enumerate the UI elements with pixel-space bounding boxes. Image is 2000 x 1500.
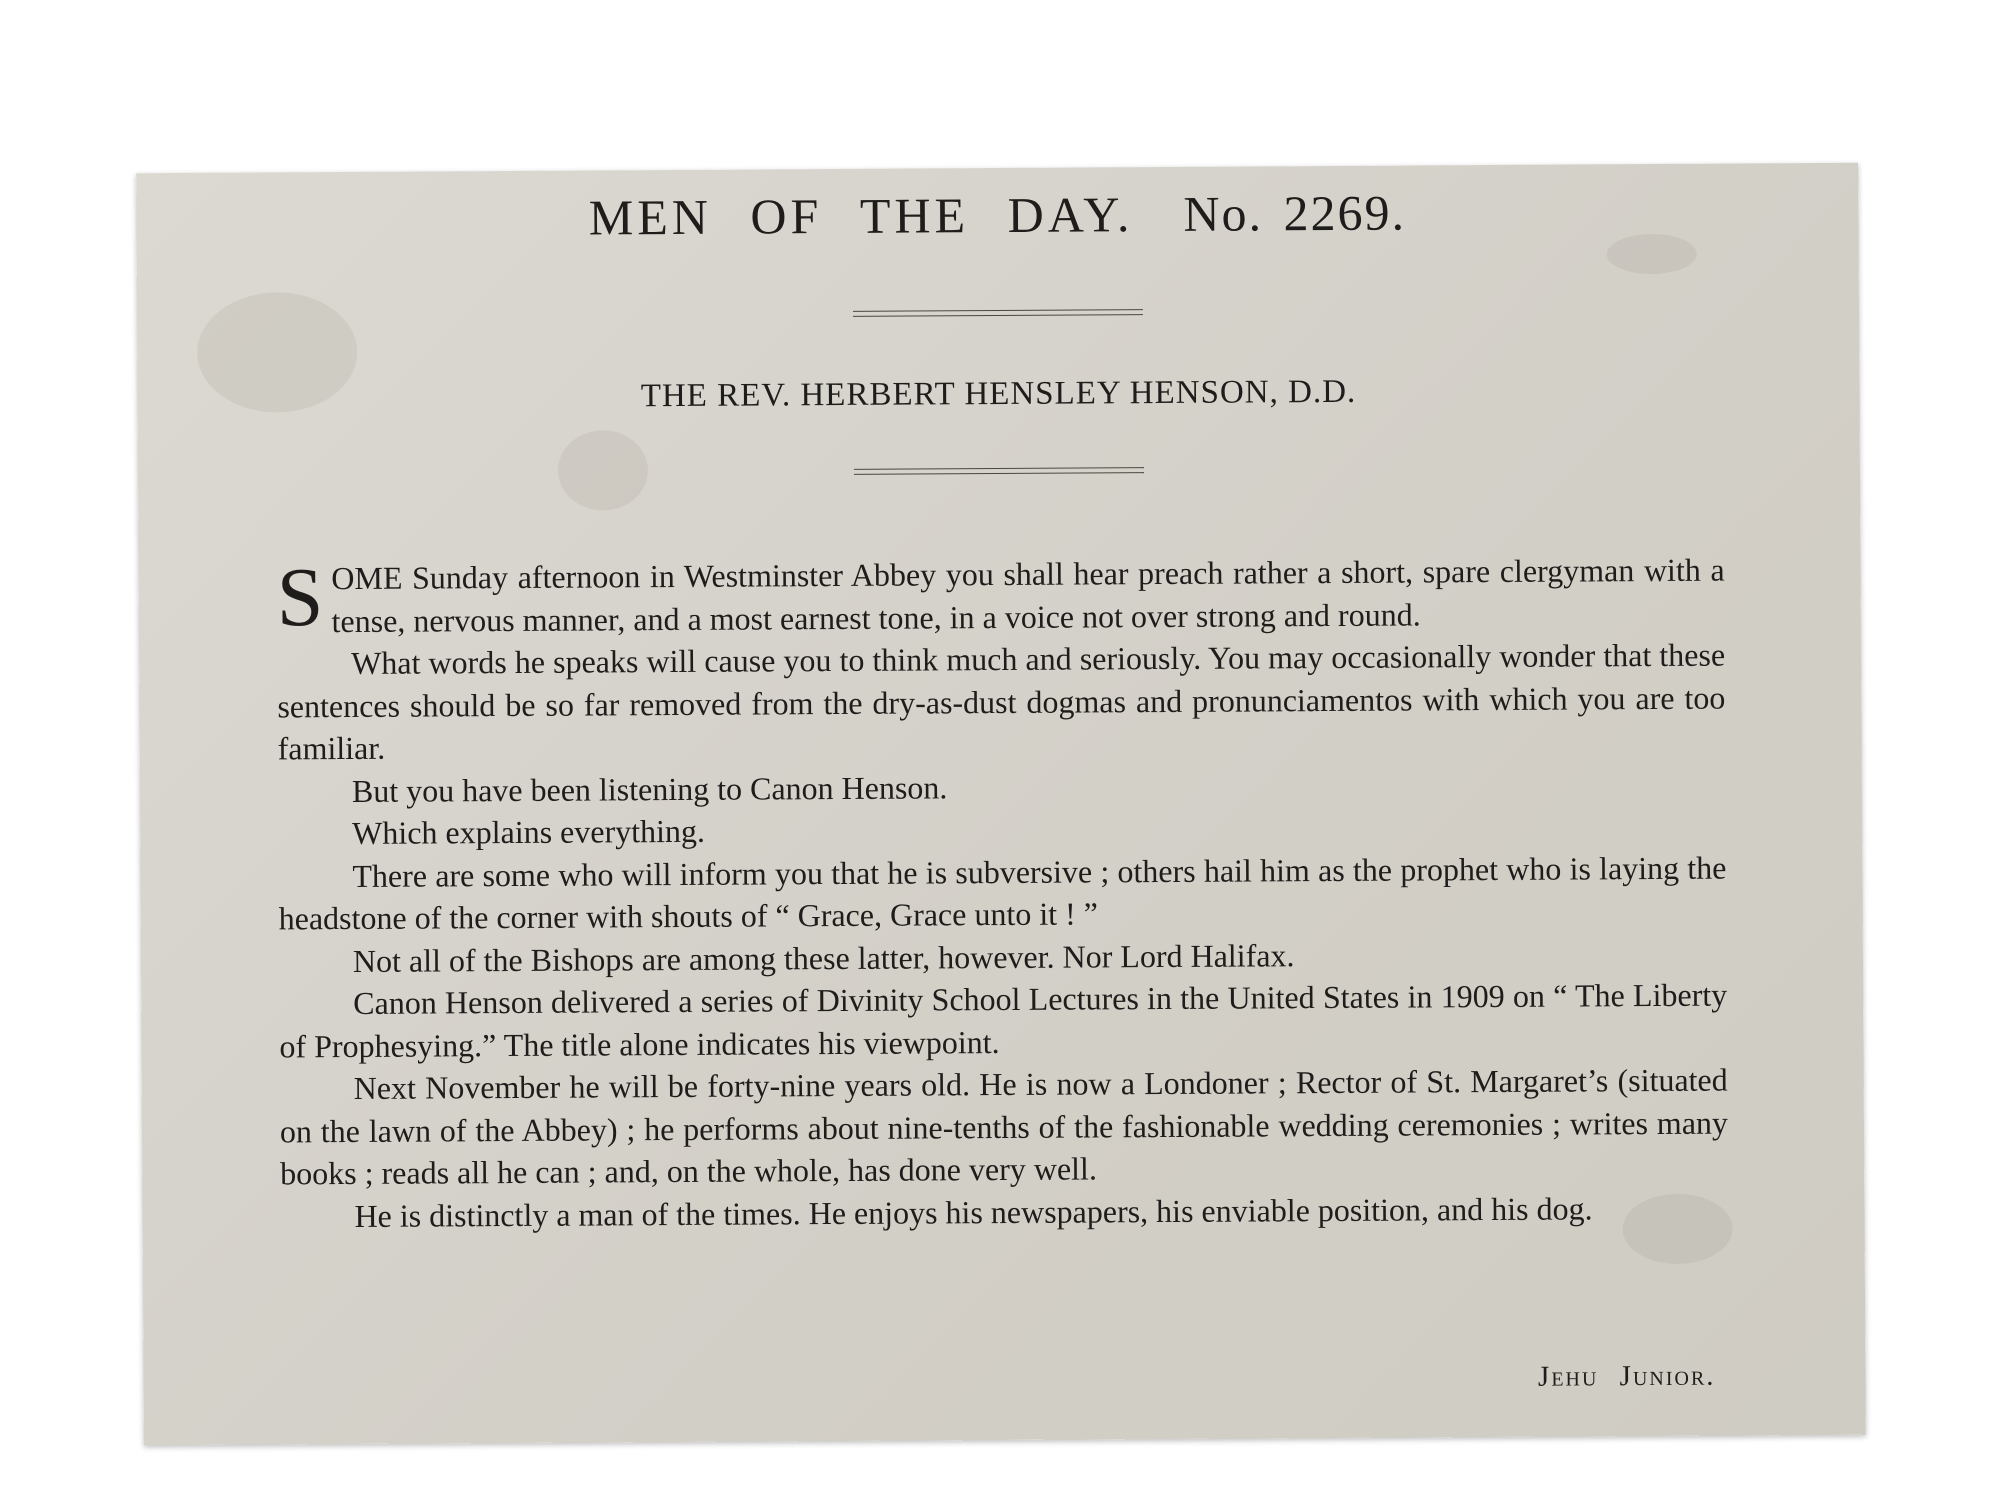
paragraph-6: Not all of the Bishops are among these latter, however. Nor Lord Halifax. bbox=[352, 936, 1295, 979]
article-body bbox=[276, 549, 1728, 1238]
paragraph-3: But you have been listening to Canon Henson. bbox=[351, 768, 948, 809]
paragraph-5: There are some who will inform you that he is subversive ; others hail him as the prophet who is laying the headstone of the corner with shouts of “ Grace, Grace unto it ! ” bbox=[278, 849, 1727, 937]
printed-sheet bbox=[136, 163, 1866, 1445]
paragraph-2: What words he speaks will cause you to think much and seriously. You may occasionally wonder that these sentences should be so far removed from the dry-as-dust dogmas and pronunciamentos with which you are too familiar. bbox=[277, 636, 1726, 767]
drop-cap: S bbox=[276, 551, 324, 645]
paragraph-1-text: OME Sunday afternoon in Westminster Abbey you shall hear preach rather a short, spare clergyman with a tense, nervous manner, and a most earnest tone, in a voice not over strong and round. bbox=[331, 551, 1725, 639]
subject-heading: THE REV. HERBERT HENSLEY HENSON, D.D. bbox=[640, 373, 1357, 415]
paragraph-8: Next November he will be forty-nine years old. He is now a Londoner ; Rector of St. Margaret’s (situated on the lawn of the Abbey) ; he performs about nine-tenths of the fashionable wedding ceremonies ; writes many books ; reads all he can ; and, on the whole, has done very well. bbox=[279, 1061, 1729, 1192]
masthead-title: MEN OF THE DAY. bbox=[588, 186, 1134, 246]
double-rule-top bbox=[853, 309, 1143, 317]
double-rule-bottom bbox=[854, 467, 1144, 475]
masthead-number: No. 2269. bbox=[1183, 184, 1407, 242]
paragraph-4: Which explains everything. bbox=[352, 812, 706, 851]
paper-stain bbox=[558, 430, 648, 511]
author-signature: Jehu Junior. bbox=[1537, 1359, 1716, 1393]
paragraph-9: He is distinctly a man of the times. He enjoys his newspapers, his enviable position, and his dog. bbox=[354, 1189, 1593, 1234]
paragraph-1 bbox=[276, 549, 1724, 643]
masthead bbox=[136, 181, 1858, 250]
paragraph-7: Canon Henson delivered a series of Divinity School Lectures in the United States in 1909 on “ The Liberty of Prophesying.” The title alone indicates his viewpoint. bbox=[279, 976, 1728, 1064]
